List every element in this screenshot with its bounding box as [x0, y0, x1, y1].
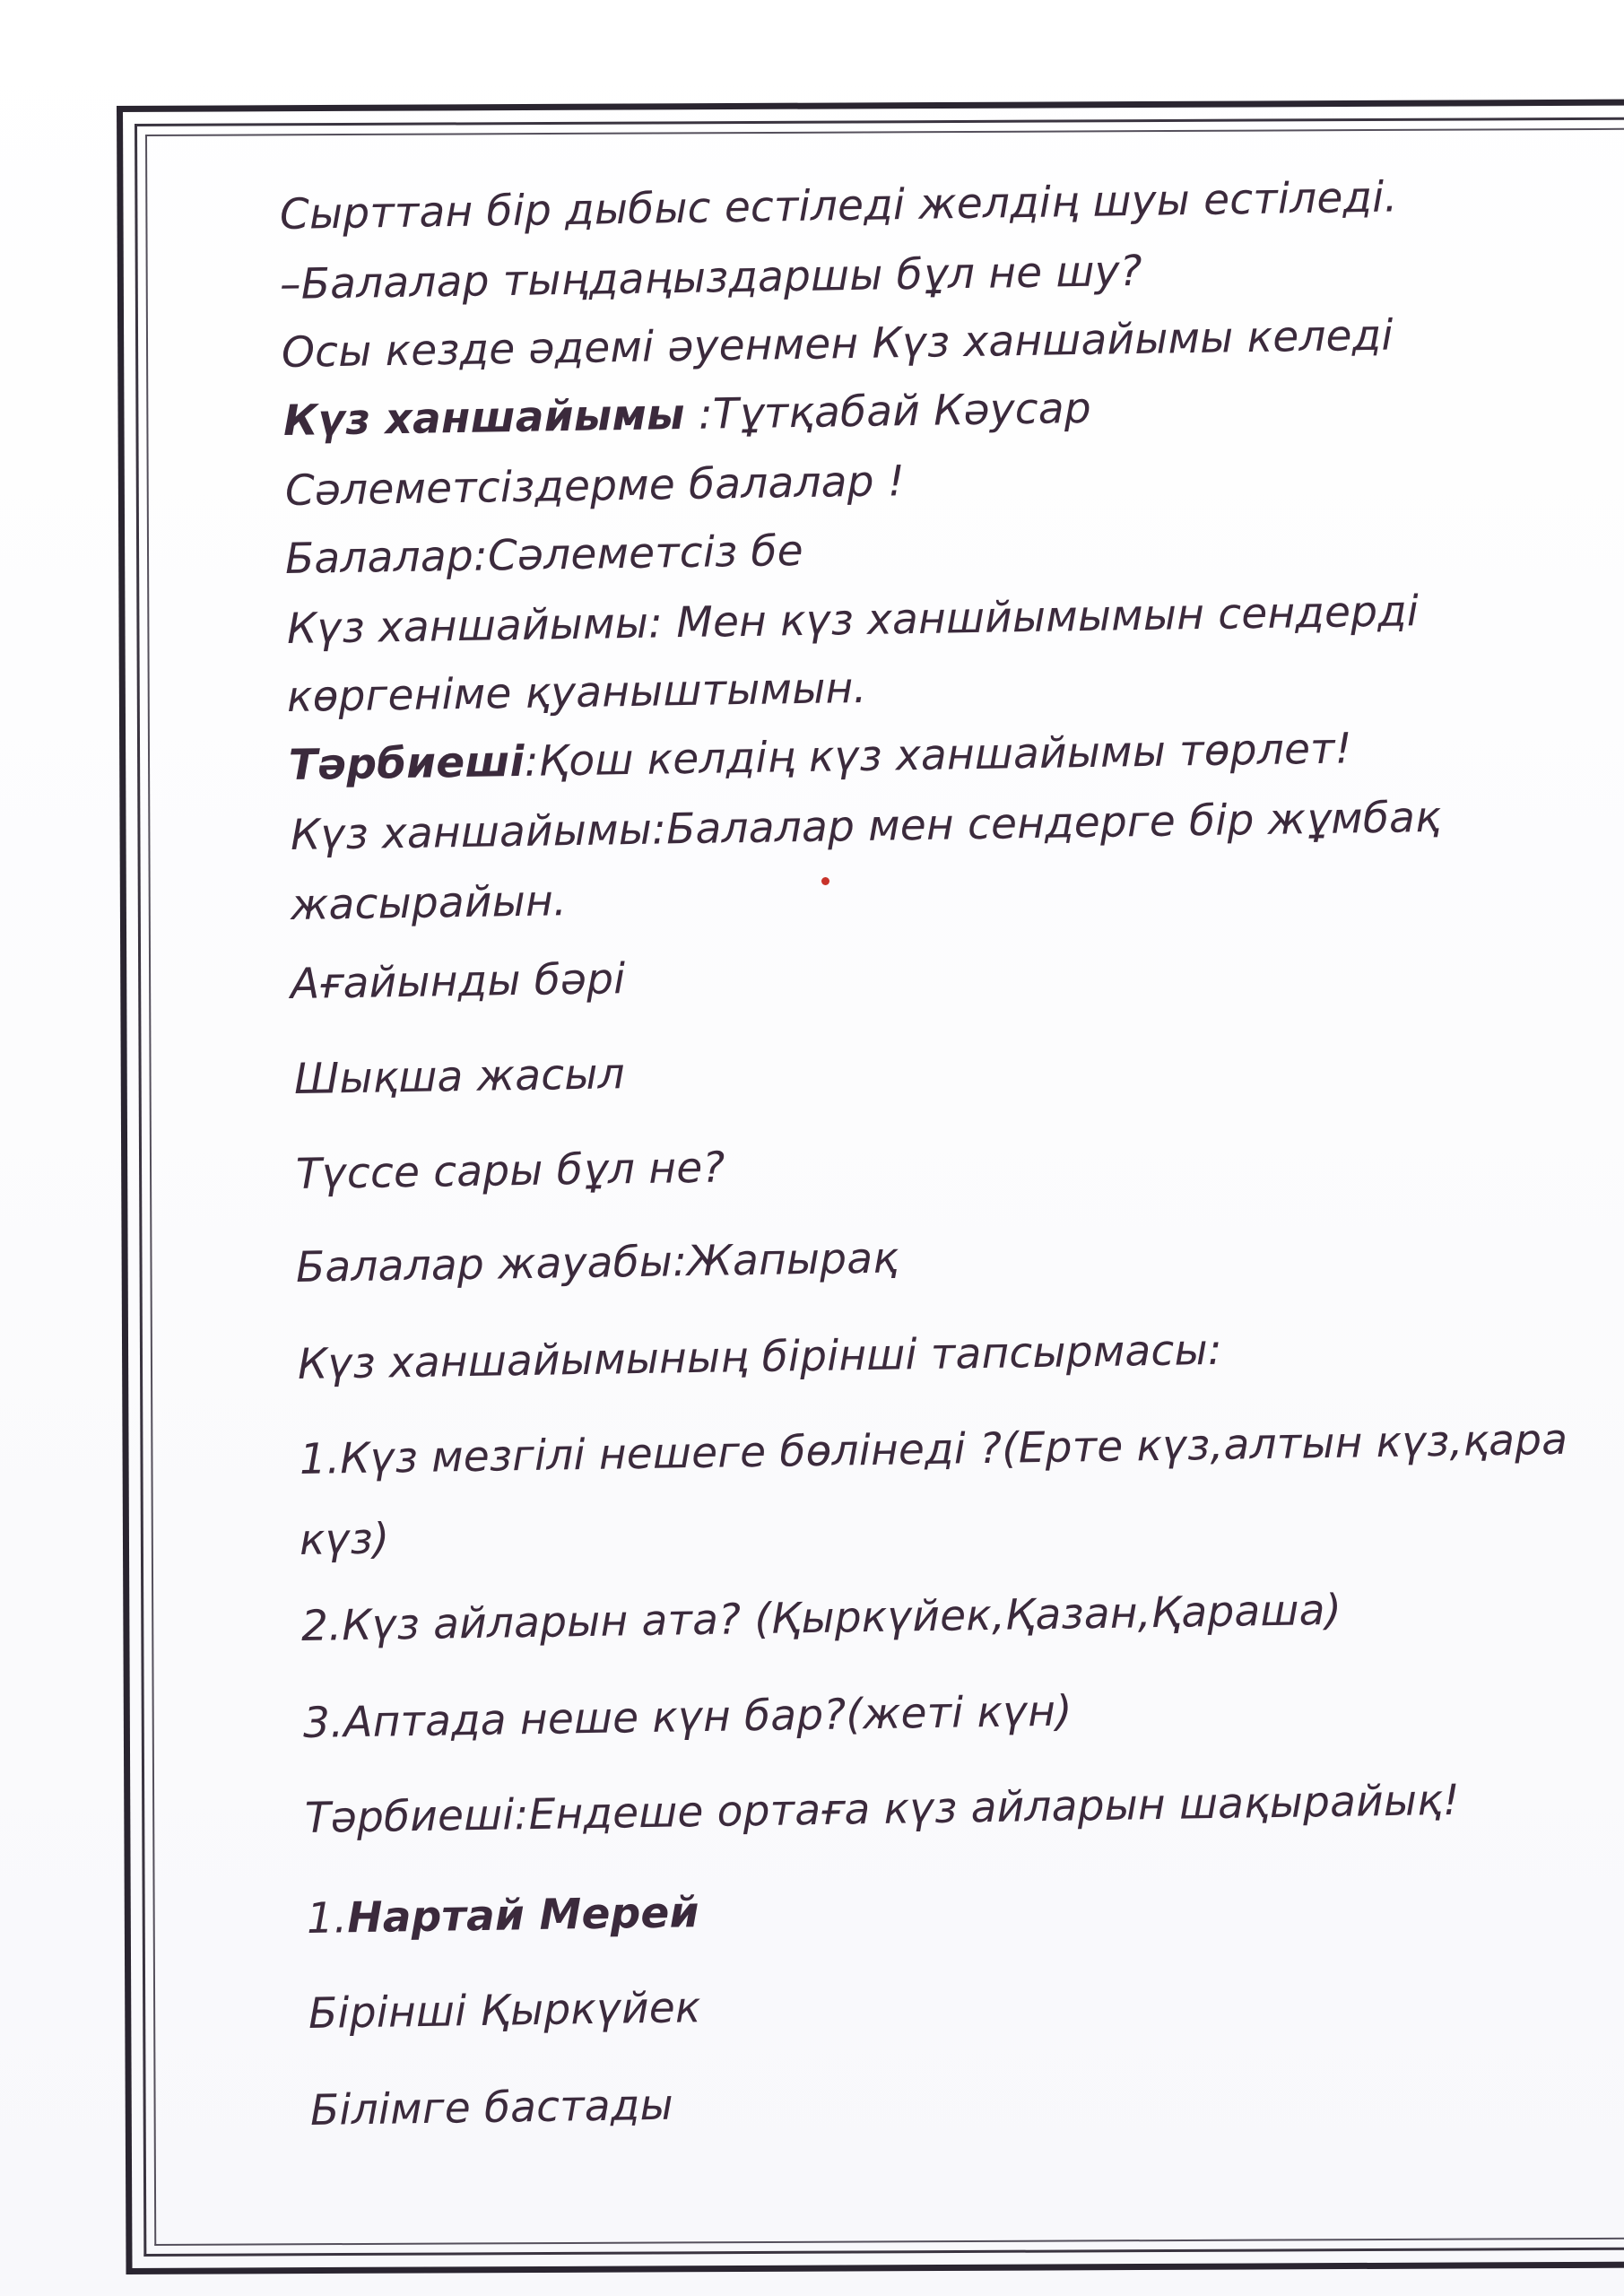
- text-line: Сәлеметсіздерме балалар !: [284, 457, 906, 516]
- text-line: 1.Күз мезгілі нешеге бөлінеді ?(Ерте күз,алтын күз,қара: [299, 1414, 1568, 1484]
- text-line: 2.Күз айларын ата? (Қыркүйек,Қазан,Қараша): [300, 1585, 1342, 1651]
- text-line: Балалар:Сәлеметсіз бе: [284, 526, 804, 584]
- text-line: Білімге бастады: [309, 2080, 674, 2135]
- speaker-name: Күз ханшайымы: [282, 389, 686, 446]
- text-line: Ағайынды бәрі: [290, 954, 626, 1009]
- text-line: Бірінші Қыркүйек: [308, 1983, 701, 2039]
- text-line: 1.Нартай Мерей: [306, 1888, 700, 1944]
- text-line: Түссе сары бұл не?: [295, 1143, 725, 1199]
- text-line: Шықша жасыл: [293, 1049, 626, 1104]
- text-line: Күз ханшайымы :Тұтқабай Кәусар: [282, 383, 1092, 446]
- text-line: Осы кезде әдемі әуенмен Күз ханшайымы келеді: [281, 310, 1394, 378]
- text-line: –Балалар тыңдаңыздаршы бұл не шу?: [279, 246, 1143, 309]
- speaker-name: Нартай Мерей: [346, 1888, 700, 1944]
- text-line: Күз ханшайымының бірінші тапсырмасы:: [297, 1325, 1223, 1389]
- text-line: күз): [299, 1514, 390, 1565]
- text-line: Балалар жауабы:Жапырақ: [295, 1233, 899, 1292]
- text-line: көргеніме қуаныштымын.: [286, 663, 868, 722]
- ink-speck: [821, 877, 829, 885]
- text-line: Күз ханшайымы:Балалар мен сендерге бір жұмбақ: [290, 792, 1442, 860]
- text-line: жасырайын.: [290, 876, 568, 930]
- text-line: 3.Аптада неше күн бар?(жеті күн): [302, 1686, 1073, 1748]
- text-line: Тәрбиеші:Қош келдің күз ханшайымы төрлет!: [288, 724, 1353, 790]
- speaker-name: Тәрбиеші: [288, 736, 525, 790]
- text-line: Тәрбиеші:Ендеше ортаға күз айларын шақырайық!: [304, 1775, 1461, 1843]
- text-line: Сырттан бір дыбыс естіледі желдің шуы естіледі.: [279, 172, 1398, 239]
- text-line: Күз ханшайымы: Мен күз ханшйымымын сендерді: [286, 587, 1420, 654]
